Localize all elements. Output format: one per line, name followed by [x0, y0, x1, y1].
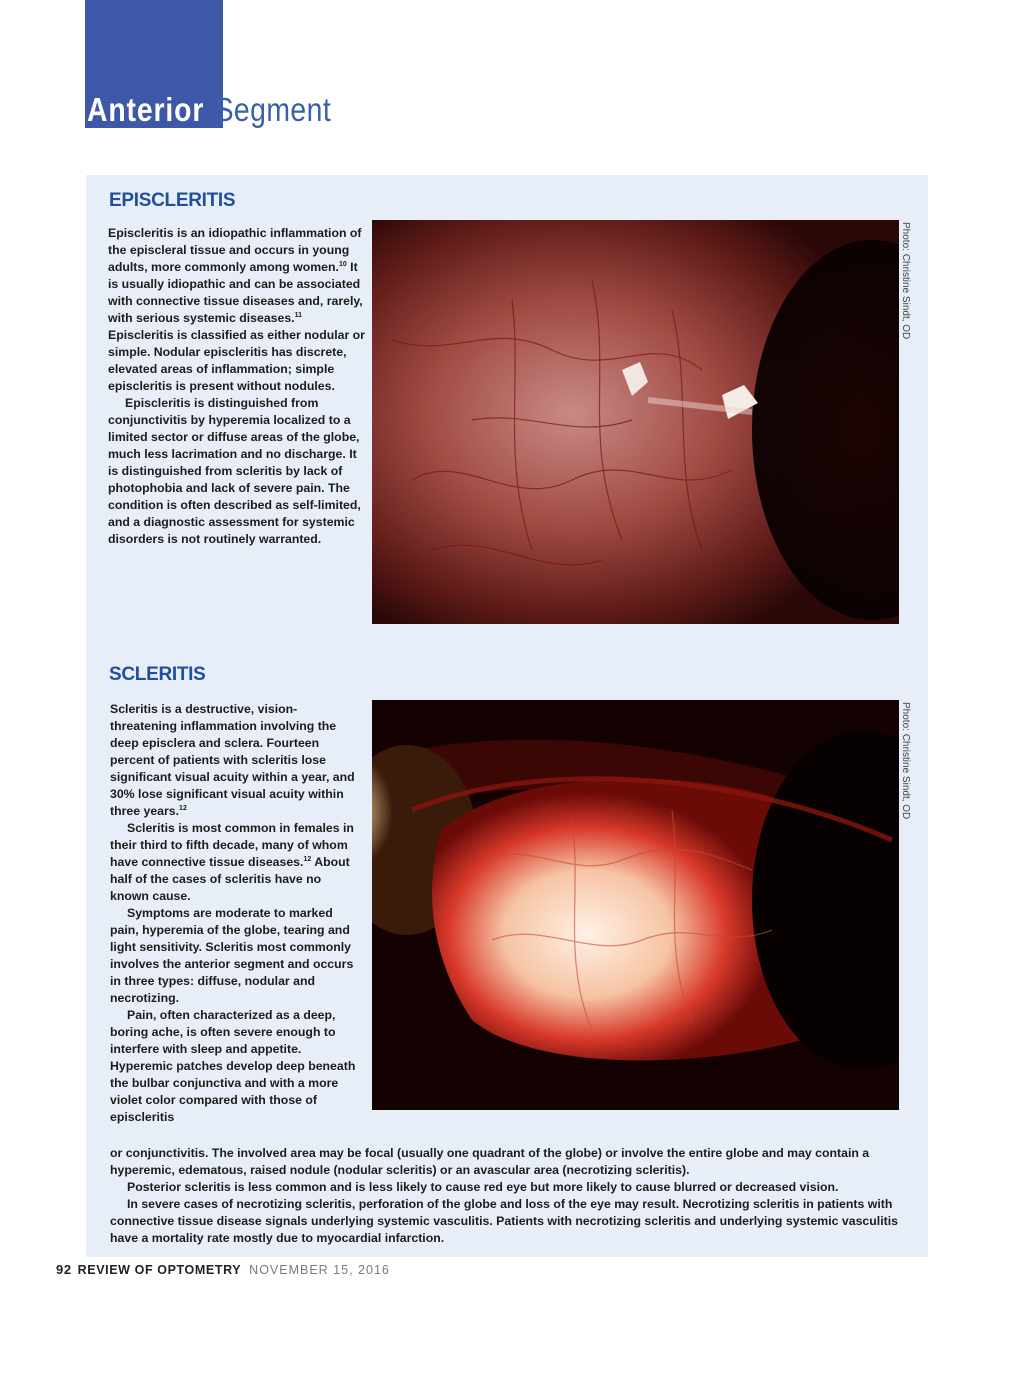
episcleritis-paragraph: Episcleritis is distinguished from conjunctivitis by hyperemia localized to a limited sector or diffuse areas of the globe, much less lacrimation and no discharge. It is distinguished from scleritis by lack of photophobia and lack of severe pain. The condition is often described as self-limited, and a diagnostic assessment for systemic disorders is not routinely warranted.	[108, 396, 361, 546]
episcleritis-photo	[372, 220, 899, 624]
page-number: 92	[56, 1262, 72, 1277]
scleritis-photo	[372, 700, 899, 1110]
page-footer	[56, 1262, 390, 1277]
scleritis-paragraph: Scleritis is most common in females in their third to fifth decade, many of whom have connective tissue diseases.$^{12}$ About half of the cases of scleritis have no known cause.	[110, 821, 354, 903]
reference-superscript: 12	[303, 855, 312, 863]
scleritis-paragraph: Pain, often characterized as a deep, boring ache, is often severe enough to interfere with sleep and appetite. Hyperemic patches develop deep beneath the bulbar conjunctiva and with a more violet color compared with those of episcleritis	[110, 1008, 356, 1124]
episcleritis-paragraph: Episcleritis is an idiopathic inflammation of the episcleral tissue and occurs in young adults, more commonly among women.$^{10}$ It is usually idiopathic and can be associated with connective tissue diseases and, rarely, with serious systemic diseases.$^{11}$ Episcleritis is classified as either nodular or simple. Nodular episcleritis has discrete, elevated areas of inflammation; simple episcleritis is present without nodules.	[108, 226, 365, 393]
episcleritis-title: EPISCLERITIS	[109, 190, 236, 211]
scleritis-body-narrow	[110, 701, 362, 1126]
scleritis-body-wide	[110, 1145, 910, 1247]
scleritis-title: SCLERITIS	[109, 664, 206, 685]
scleritis-paragraph: In severe cases of necrotizing scleritis, perforation of the globe and loss of the eye may result. Necrotizing scleritis in patients with connective tissue disease signals underlying systemic vasculitis. Patients with necrotizing scleritis and underlying systemic vasculitis have a mortality rate mostly due to myocardial infarction.	[110, 1197, 898, 1245]
reference-superscript: 11	[294, 311, 303, 319]
scleritis-paragraph: Symptoms are moderate to marked pain, hyperemia of the globe, tearing and light sensitivity. Scleritis most commonly involves the anterior segment and occurs in three types: diffuse, nodular and necrotizing.	[110, 906, 354, 1005]
header-title-light: Segment	[214, 91, 332, 128]
episcleritis-photo-credit: Photo: Christine Sindt, OD	[900, 222, 911, 340]
issue-date: NOVEMBER 15, 2016	[249, 1263, 390, 1277]
journal-name: REVIEW OF OPTOMETRY	[77, 1263, 242, 1277]
scleritis-paragraph: Posterior scleritis is less common and is less likely to cause red eye but more likely to cause blurred or decreased vision.	[127, 1180, 839, 1194]
scleritis-paragraph: Scleritis is a destructive, vision-threatening inflammation involving the deep episclera and sclera. Fourteen percent of patients with scleritis lose significant visual acuity within a year, and 30% lose significant visual acuity within three years.$^{12}$	[110, 702, 355, 818]
episcleritis-body	[108, 225, 370, 548]
header-title-bold: Anterior	[87, 91, 205, 128]
scleritis-photo-credit: Photo: Christine Sindt, OD	[900, 702, 911, 820]
reference-superscript: 10	[338, 260, 347, 268]
scleritis-paragraph: or conjunctivitis. The involved area may be focal (usually one quadrant of the globe) or involve the entire globe and may contain a hyperemic, edematous, raised nodule (nodular scleritis) or an avascular area (necrotizing scleritis).	[110, 1146, 870, 1177]
reference-superscript: 12	[179, 804, 187, 812]
section-header	[87, 90, 331, 130]
